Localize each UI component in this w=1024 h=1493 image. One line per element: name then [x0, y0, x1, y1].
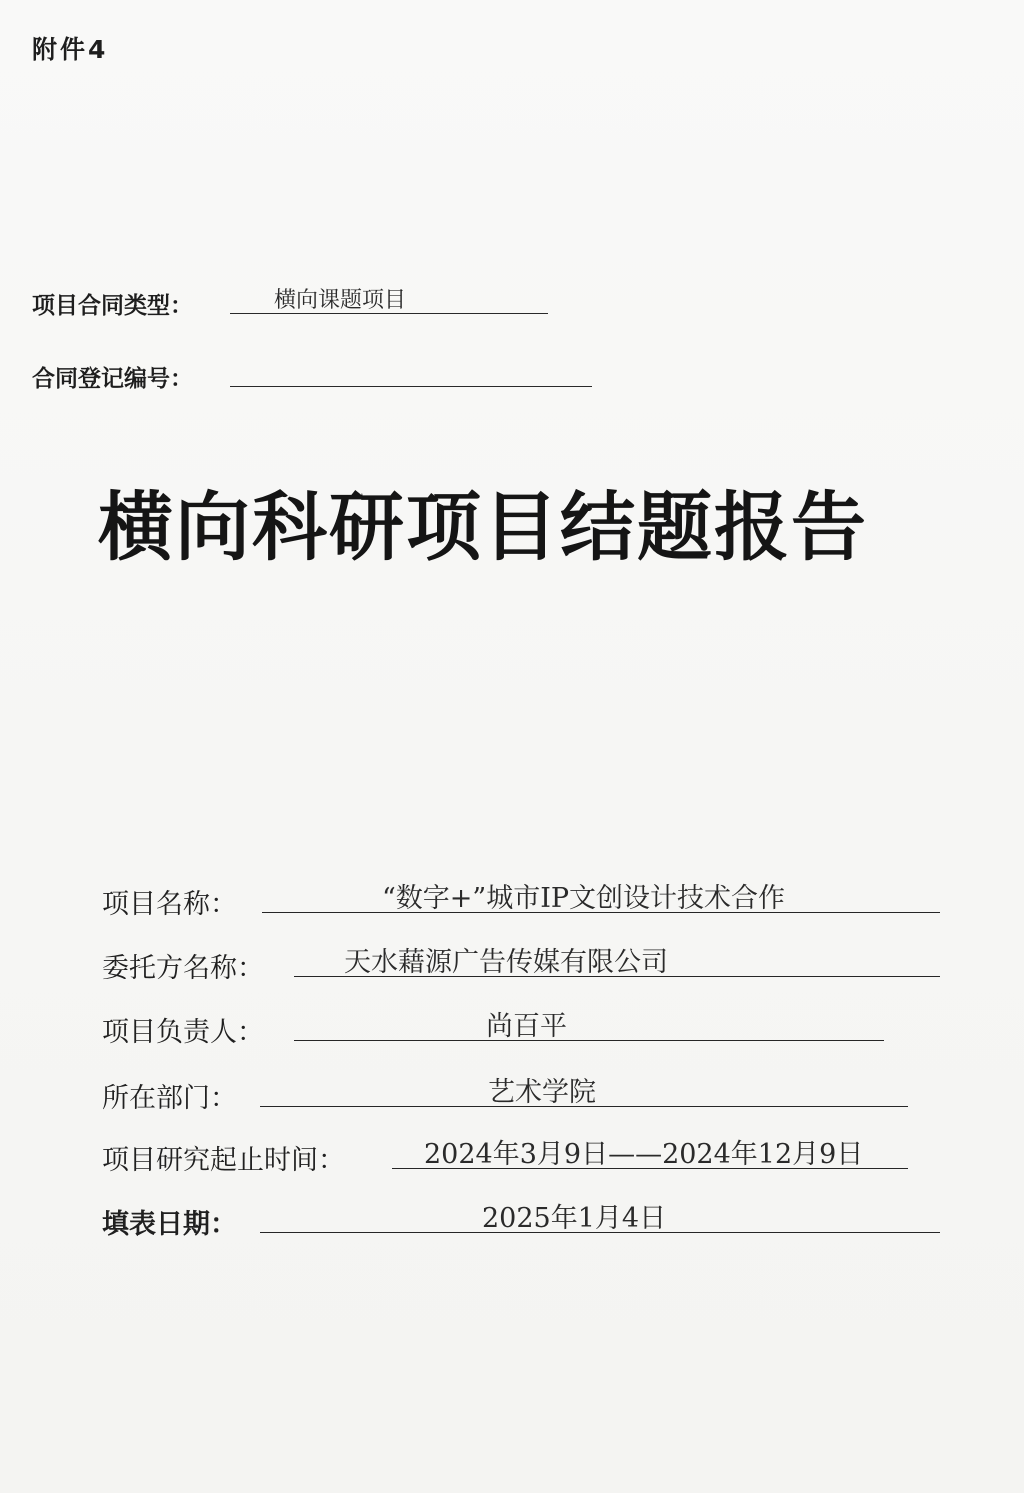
- report-title: 横向科研项目结题报告: [97, 483, 868, 571]
- contract-number-underline: [230, 360, 592, 387]
- contract-type-row: [32, 287, 592, 327]
- project-name-label: 项目名称：: [102, 889, 237, 920]
- contract-number-label: 合同登记编号：: [32, 366, 193, 392]
- leader-row: [102, 1010, 892, 1054]
- department-row: [102, 1076, 912, 1120]
- fill-date-value: 2025年1月4日: [482, 1203, 667, 1234]
- research-period-row: [102, 1138, 912, 1182]
- client-name-value: 天水藉源广告传媒有限公司: [344, 947, 668, 978]
- fill-date-label: 填表日期：: [102, 1209, 237, 1240]
- attachment-label: 附件4: [32, 35, 109, 64]
- project-name-value: “数字+”城市IP文创设计技术合作: [382, 883, 786, 914]
- client-name-row: [102, 946, 944, 990]
- department-label: 所在部门：: [102, 1083, 237, 1114]
- client-name-label: 委托方名称：: [102, 953, 264, 984]
- research-period-value: 2024年3月9日——2024年12月9日: [424, 1139, 864, 1170]
- research-period-label: 项目研究起止时间：: [102, 1145, 345, 1176]
- leader-value: 尚百平: [486, 1011, 567, 1042]
- fill-date-row: [102, 1202, 944, 1246]
- leader-underline: [294, 1010, 884, 1041]
- contract-number-row: [32, 360, 602, 400]
- department-value: 艺术学院: [488, 1077, 596, 1108]
- contract-type-label: 项目合同类型：: [32, 293, 193, 319]
- contract-type-value: 横向课题项目: [274, 288, 407, 313]
- leader-label: 项目负责人：: [102, 1017, 264, 1048]
- project-name-row: [102, 882, 944, 926]
